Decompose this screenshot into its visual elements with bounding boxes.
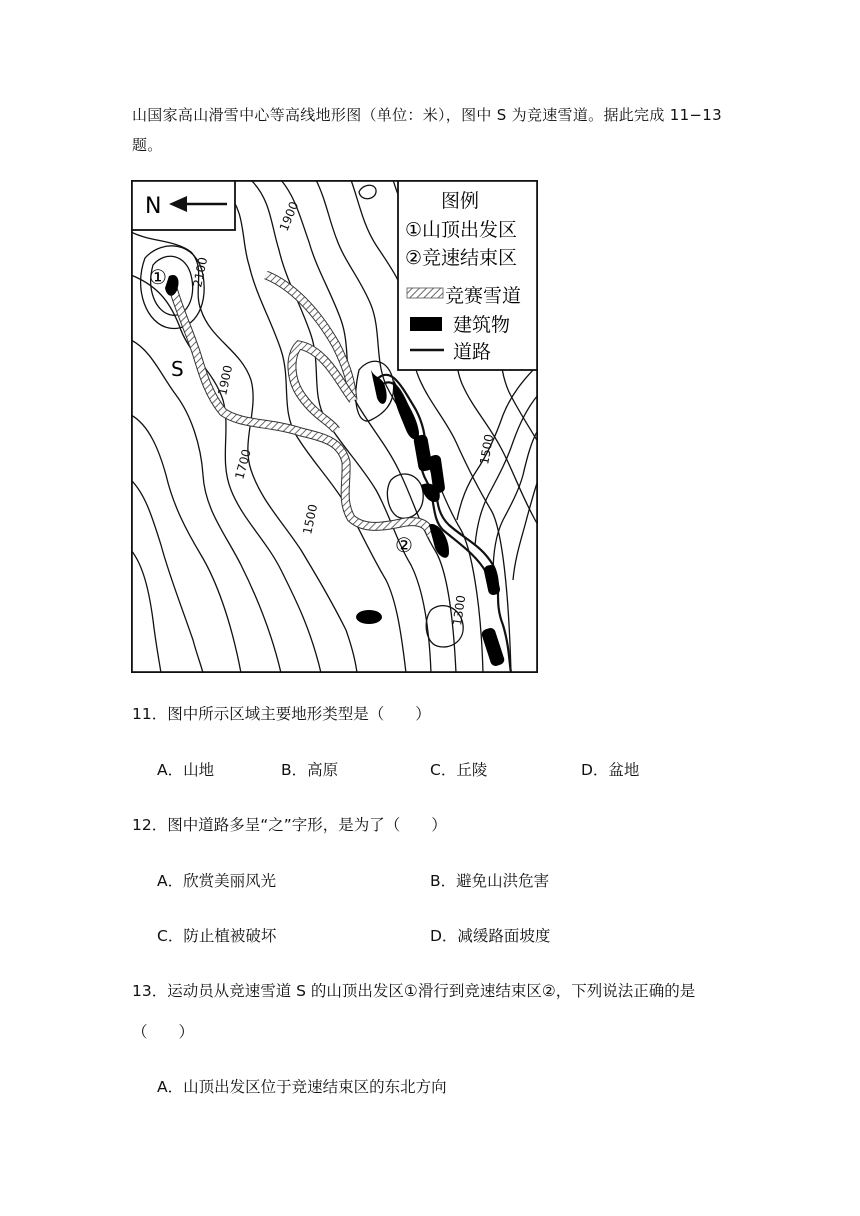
q12-option-b[interactable]: B．避免山洪危害: [430, 872, 550, 890]
finish-area-label: ②: [395, 533, 413, 557]
q12-option-d[interactable]: D．减缓路面坡度: [430, 927, 551, 945]
contour-label: 1700: [232, 447, 254, 481]
legend-track: 竞赛雪道: [445, 285, 522, 307]
legend-building: 建筑物: [453, 314, 511, 336]
legend-start-area: ①山顶出发区: [405, 219, 518, 241]
q11-option-d[interactable]: D．盆地: [581, 761, 640, 779]
competition-track: [173, 288, 431, 536]
legend-title: 图例: [441, 190, 480, 212]
question-12: 12．图中道路多呈“之”字形，是为了（ ）: [132, 816, 447, 834]
contour-label: 1500: [300, 502, 321, 536]
intro-text: 山国家高山滑雪中心等高线地形图（单位：米），图中 S 为竞速雪道。据此完成 11−13 题。: [132, 106, 722, 154]
question-13: 13．运动员从竞速雪道 S 的山顶出发区①滑行到竞速结束区②，下列说法正确的是: [132, 982, 696, 1000]
q11-option-b[interactable]: B．高原: [281, 761, 339, 779]
q13-option-a[interactable]: A．山顶出发区位于竞速结束区的东北方向: [157, 1078, 447, 1096]
legend-building-swatch: [410, 317, 442, 331]
contour-label: 1900: [215, 363, 236, 397]
north-label: N: [145, 194, 162, 219]
contour-label: 1500: [477, 433, 497, 466]
track-s-label: S: [171, 357, 184, 381]
legend: [398, 180, 538, 370]
q11-option-a[interactable]: A．山地: [157, 761, 215, 779]
question-13-bracket: （ ）: [132, 1023, 195, 1041]
track-outline: [173, 288, 431, 536]
contour-map: [131, 180, 538, 673]
q12-option-c[interactable]: C．防止植被破坏: [157, 927, 277, 945]
start-area-label: ①: [149, 265, 167, 289]
legend-road: 道路: [453, 341, 492, 363]
contour-label: 1900: [276, 199, 302, 234]
legend-track-swatch: [407, 288, 443, 298]
q11-option-c[interactable]: C．丘陵: [430, 761, 488, 779]
contour-label: 2100: [190, 255, 211, 289]
contour-label: 1300: [450, 594, 469, 627]
q12-option-a[interactable]: A．欣赏美丽风光: [157, 872, 277, 890]
question-11: 11．图中所示区域主要地形类型是（ ）: [132, 705, 431, 723]
legend-finish-area: ②竞速结束区: [405, 247, 518, 269]
